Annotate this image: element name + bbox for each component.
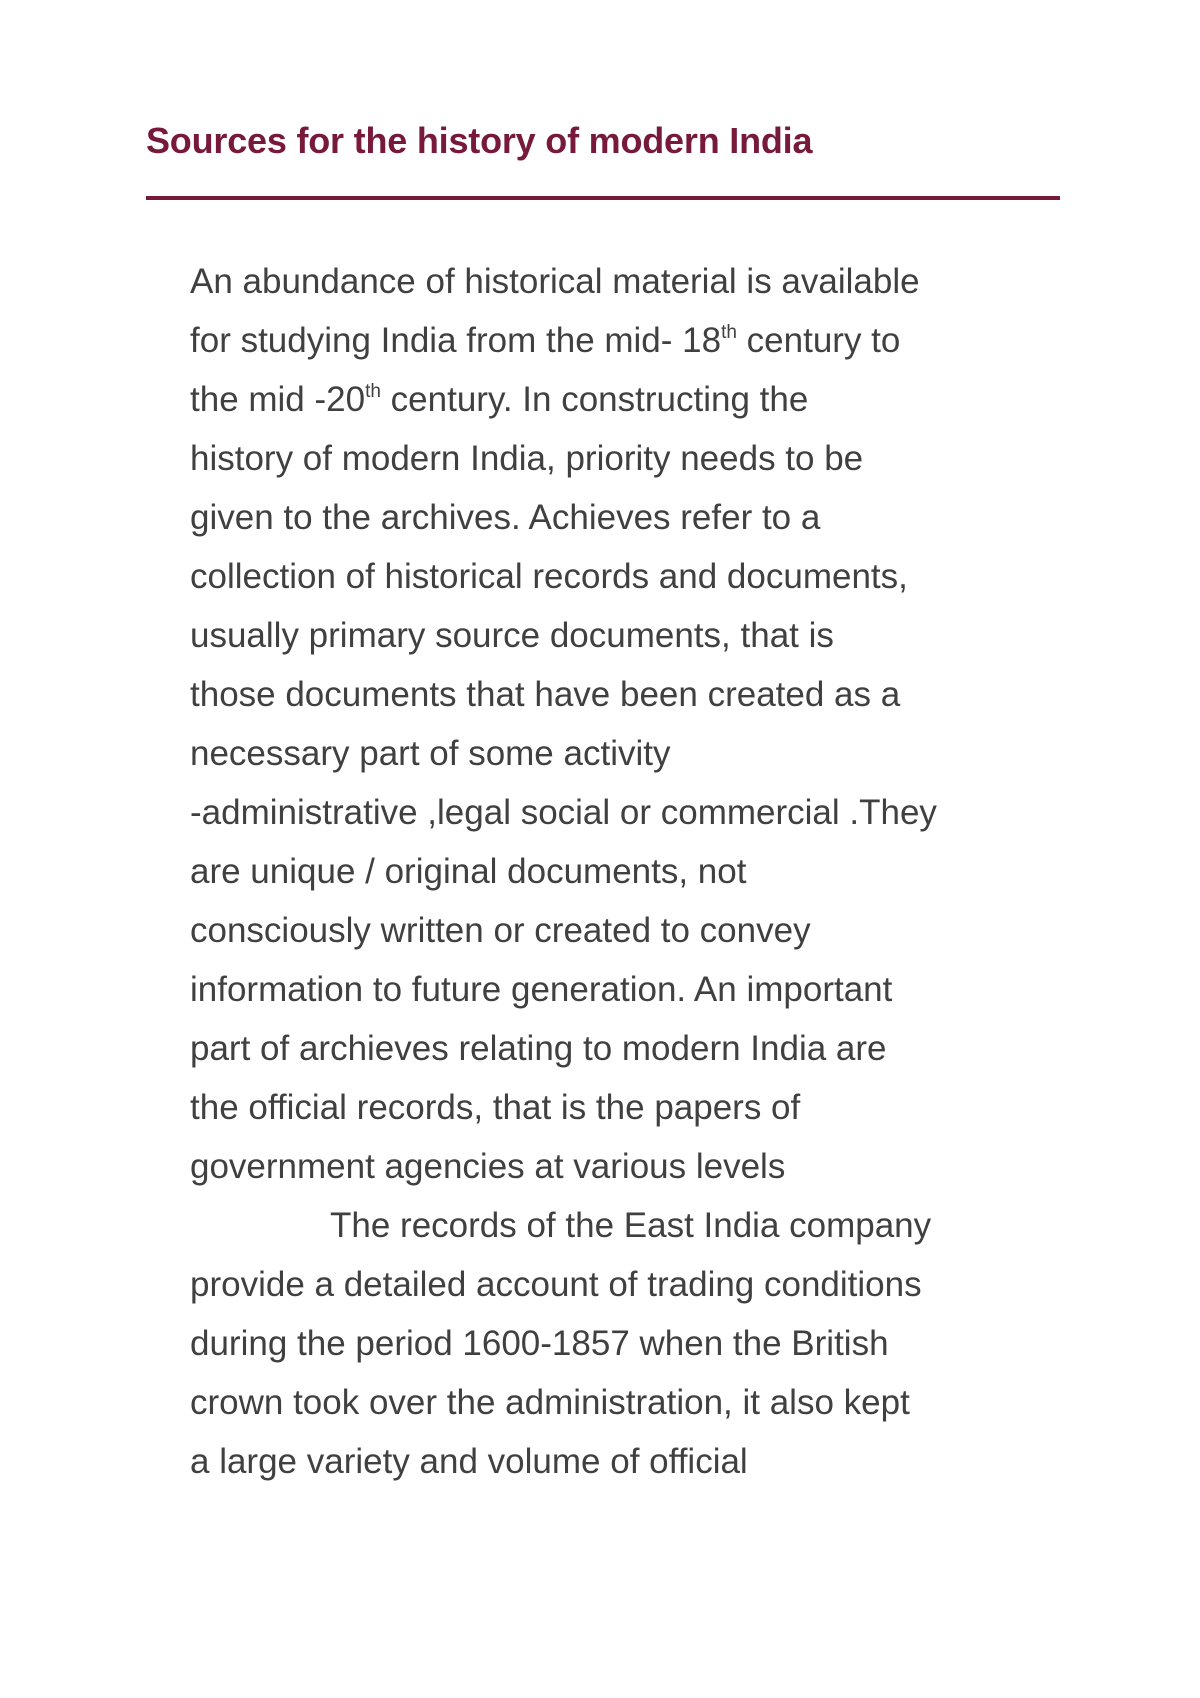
text-line: part of archieves relating to modern India are (190, 1029, 887, 1068)
text-line: necessary part of some activity (190, 734, 671, 773)
text-line: collection of historical records and documents, (190, 557, 908, 596)
text-line: given to the archives. Achieves refer to a (190, 498, 821, 537)
text-line: usually primary source documents, that is (190, 616, 834, 655)
text-line: crown took over the administration, it also kept (190, 1383, 910, 1422)
title-divider (146, 196, 1060, 200)
ordinal-superscript: th (721, 322, 737, 343)
text-line: information to future generation. An important (190, 970, 893, 1009)
text-line: -administrative ,legal social or commercial .They (190, 793, 937, 832)
text-line: consciously written or created to convey (190, 911, 811, 950)
text-line: government agencies at various levels (190, 1147, 786, 1186)
ordinal-superscript: th (365, 381, 381, 402)
text-line: a large variety and volume of official (190, 1442, 748, 1481)
text-line: those documents that have been created as a (190, 675, 901, 714)
text-line-part: the mid -20 (190, 380, 366, 419)
text-line: history of modern India, priority needs to be (190, 439, 864, 478)
text-line: are unique / original documents, not (190, 852, 747, 891)
text-line-part: century to (736, 321, 901, 360)
text-line-part: century. In constructing the (380, 380, 809, 419)
text-line: during the period 1600-1857 when the British (190, 1324, 889, 1363)
body-paragraphs (190, 252, 1070, 1491)
text-line: provide a detailed account of trading conditions (190, 1265, 922, 1304)
text-line: An abundance of historical material is available (190, 262, 920, 301)
text-line (190, 370, 1070, 429)
text-line: the official records, that is the papers of (190, 1088, 801, 1127)
page-title: Sources for the history of modern India (146, 120, 813, 161)
text-line: The records of the East India company (330, 1206, 932, 1245)
text-line-part: for studying India from the mid- 18 (190, 321, 722, 360)
text-line (190, 311, 1070, 370)
